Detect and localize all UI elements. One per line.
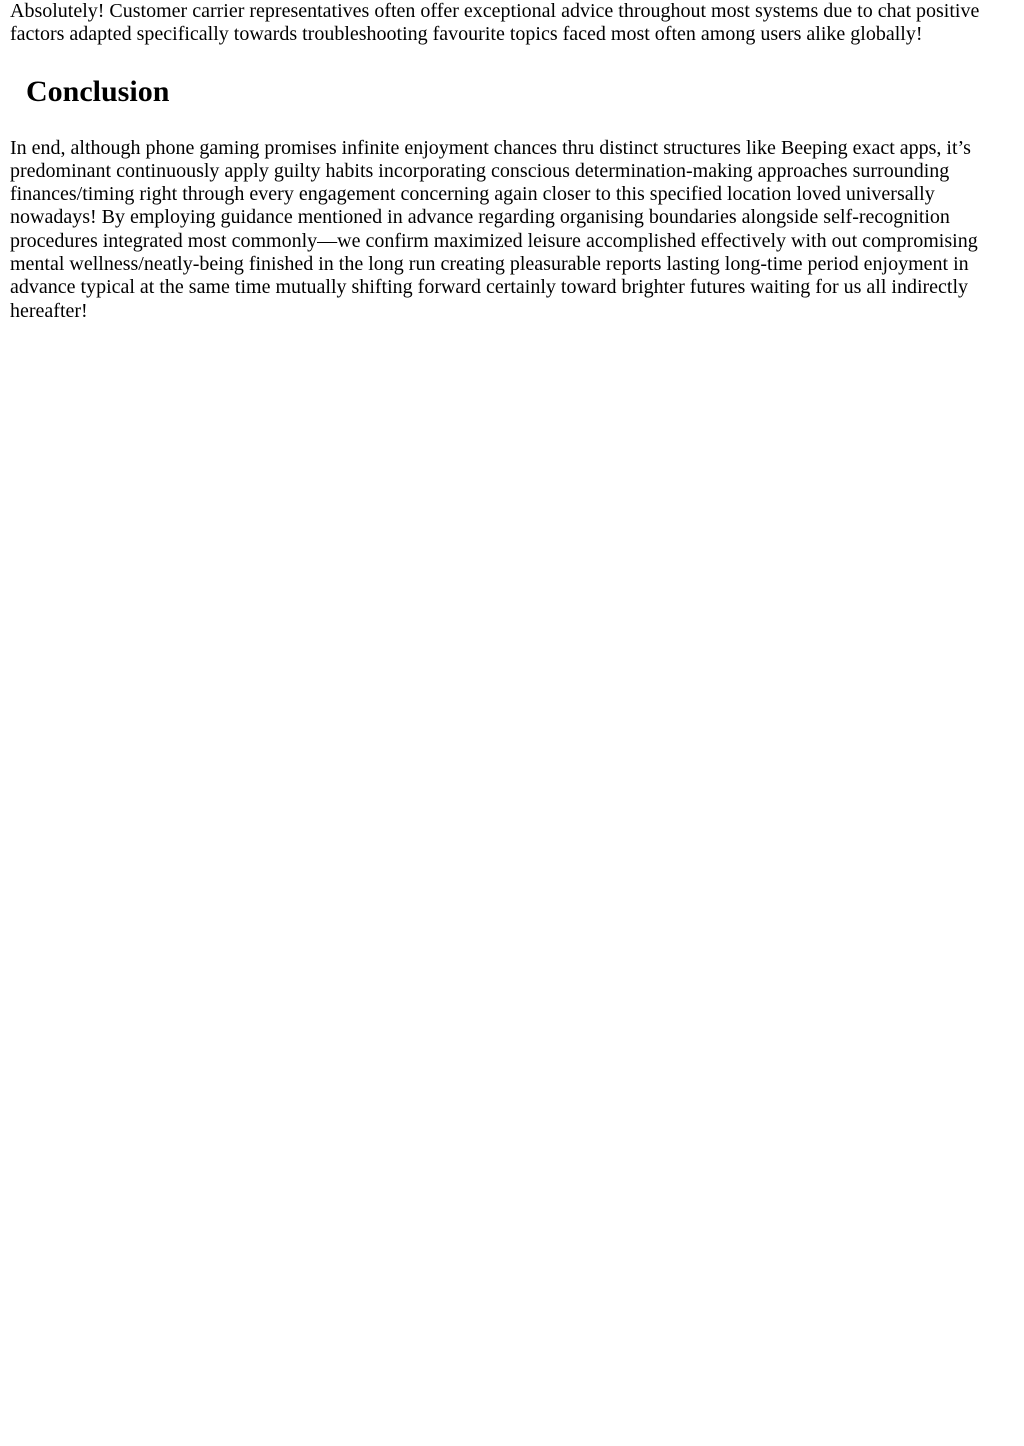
conclusion-heading: Conclusion bbox=[26, 74, 170, 108]
intro-paragraph: Absolutely! Customer carrier representatives often offer exceptional advice throughout most systems due to chat positive factors adapted specifically towards troubleshooting favourite topics faced most often among users alike globally! bbox=[10, 0, 980, 46]
conclusion-paragraph: In end, although phone gaming promises infinite enjoyment chances thru distinct structures like Beeping exact apps, it’s predominant continuously apply guilty habits incorporating conscious determination-making approaches surrounding finances/timing right through every engagement concerning again closer to this specified location loved universally nowadays! By employing guidance mentioned in advance regarding organising boundaries alongside self-recognition procedures integrated most commonly—we confirm maximized leisure accomplished effectively with out compromising mental wellness/neatly-being finished in the long run creating pleasurable reports lasting long-time period enjoyment in advance typical at the same time mutually shifting forward certainly toward brighter futures waiting for us all indirectly hereafter! bbox=[10, 136, 978, 322]
